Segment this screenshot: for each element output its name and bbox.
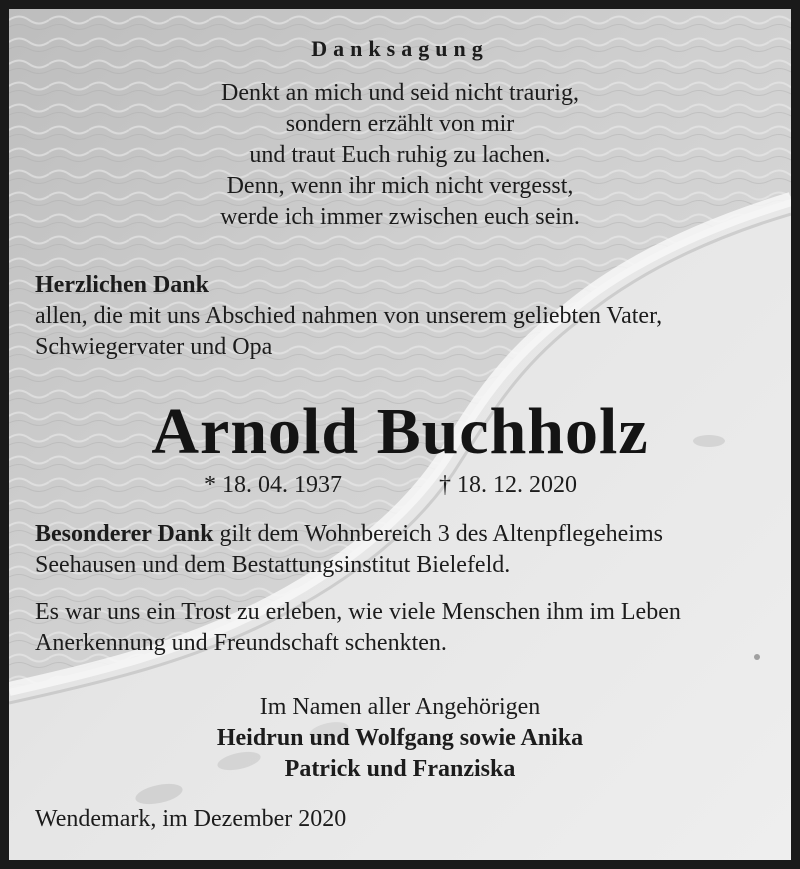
poem-line: Denkt an mich und seid nicht traurig, bbox=[221, 80, 579, 106]
signers-block bbox=[9, 692, 791, 785]
thanks-line: allen, die mit uns Abschied nahmen von unserem geliebten Vater, bbox=[35, 303, 663, 329]
deceased-name: Arnold Buchholz bbox=[151, 395, 649, 468]
birth-date: * 18. 04. 1937 bbox=[204, 472, 342, 498]
comfort-paragraph bbox=[35, 597, 785, 659]
comfort-line: Es war uns ein Trost zu erleben, wie viele Menschen ihm im Leben bbox=[35, 599, 681, 625]
thanks-block bbox=[35, 270, 775, 363]
signers-names: Patrick und Franziska bbox=[284, 756, 516, 782]
special-thanks-lead: Besonderer Dank bbox=[35, 521, 214, 547]
poem-line: und traut Euch ruhig zu lachen. bbox=[249, 142, 551, 168]
poem-line: werde ich immer zwischen euch sein. bbox=[220, 204, 580, 230]
obituary-content bbox=[9, 9, 791, 860]
poem-line: Denn, wenn ihr mich nicht vergesst, bbox=[226, 173, 574, 199]
thanks-line: Schwiegervater und Opa bbox=[35, 334, 273, 360]
special-thanks-paragraph bbox=[35, 519, 785, 581]
signers-intro: Im Namen aller Angehörigen bbox=[259, 694, 541, 720]
poem bbox=[9, 78, 791, 233]
heading-danksagung: Danksagung bbox=[311, 36, 489, 61]
special-thanks-text: gilt dem Wohnbereich 3 des Altenpflegeheims bbox=[213, 521, 663, 547]
poem-line: sondern erzählt von mir bbox=[285, 111, 515, 137]
comfort-line: Anerkennung und Freundschaft schenkten. bbox=[35, 630, 447, 656]
death-date: † 18. 12. 2020 bbox=[439, 472, 577, 498]
special-thanks-text: Seehausen und dem Bestattungsinstitut Bielefeld. bbox=[35, 552, 511, 578]
thanks-title: Herzlichen Dank bbox=[35, 272, 209, 298]
place-date-footer: Wendemark, im Dezember 2020 bbox=[35, 806, 347, 832]
signers-names: Heidrun und Wolfgang sowie Anika bbox=[216, 725, 584, 751]
